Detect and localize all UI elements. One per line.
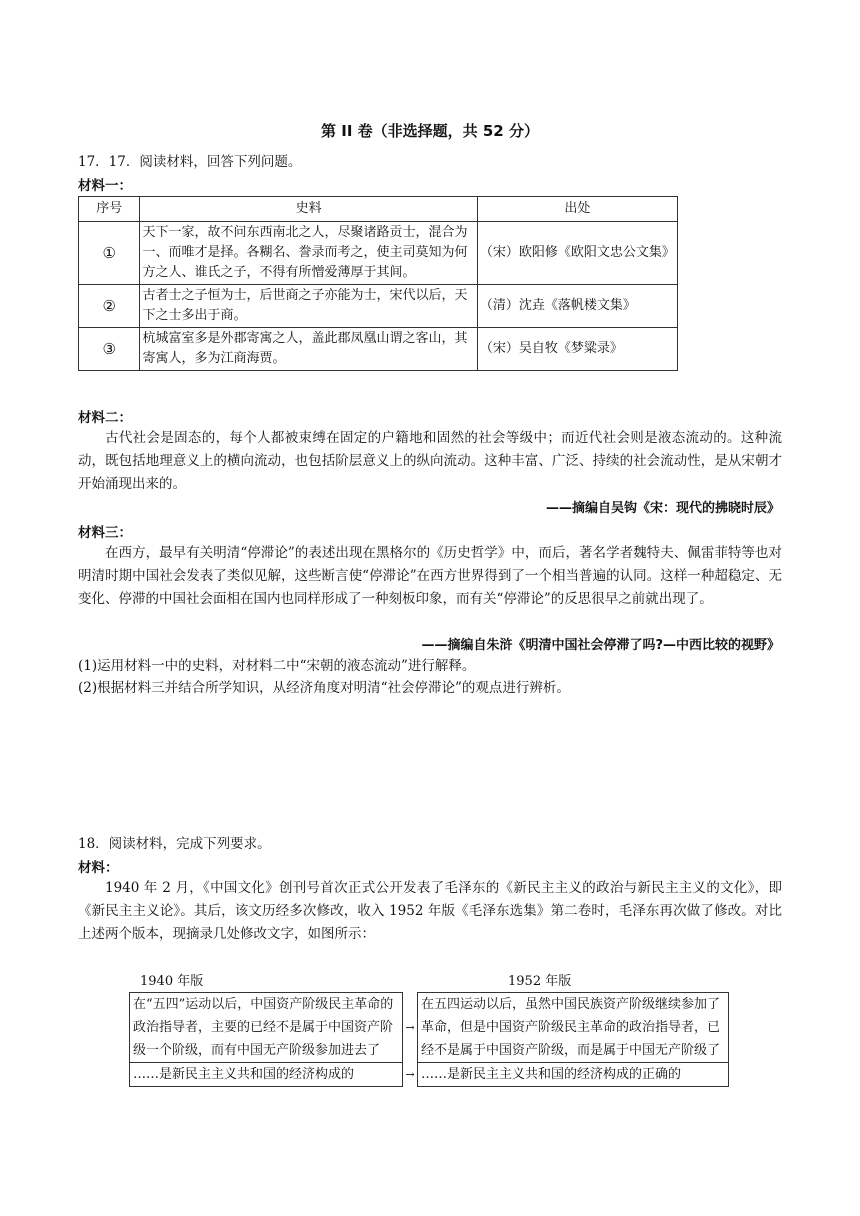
version-1940-text: ……是新民主主义共和国的经济构成的 (130, 1063, 403, 1087)
header-index: 序号 (79, 197, 140, 222)
sub-question-1: (1)运用材料一中的史料，对材料二中“宋朝的液态流动”进行解释。 (78, 658, 476, 674)
row-text: 天下一家，故不问东西南北之人，尽聚诸路贡士，混合为一、而唯才是择。各糊名、誊录而考之，使主司莫知为何方之人、谁氏之子，不得有所憎爱薄厚于其间。 (140, 222, 477, 285)
arrow-right-icon: → (405, 1068, 415, 1081)
comparison-row (130, 993, 729, 1063)
version-1940-label: 1940 年版 (140, 974, 204, 989)
row-source: （宋）吴自牧《梦粱录》 (477, 328, 677, 371)
version-comparison-table (129, 992, 729, 1087)
arrow-right-icon: → (405, 1021, 415, 1034)
material-2-source: ——摘编自吴钩《宋：现代的拂晓时辰》 (545, 501, 780, 516)
row-source: （清）沈垚《落帆楼文集》 (477, 285, 677, 328)
row-number: ① (79, 222, 140, 285)
section-title: 第 II 卷（非选择题，共 52 分） (321, 122, 539, 140)
row-number: ③ (79, 328, 140, 371)
table-header-row (79, 197, 678, 222)
sub-question-2: (2)根据材料三并结合所学知识，从经济角度对明清“社会停滞论”的观点进行辨析。 (78, 680, 570, 696)
material-3-label: 材料三： (78, 525, 132, 541)
material-2-text: 古代社会是固态的，每个人都被束缚在固定的户籍地和固然的社会等级中；而近代社会则是液态流动的。这种流动，既包括地理意义上的横向流动，也包括阶层意义上的纵向流动。这种丰富、广泛、持续的社会流动性，是从宋朝才开始涌现出来的。 (78, 430, 782, 492)
table-row (79, 222, 678, 285)
row-number: ② (79, 285, 140, 328)
version-1952-text: ……是新民主主义共和国的经济构成的正确的 (418, 1063, 729, 1087)
material-3-source: ——摘编自朱浒《明清中国社会停滞了吗?—中西比较的视野》 (421, 638, 780, 653)
material-label: 材料： (78, 860, 119, 876)
row-text: 杭城富室多是外郡寄寓之人，盖此郡凤凰山谓之客山，其寄寓人，多为江商海贾。 (140, 328, 477, 371)
table-row (79, 285, 678, 328)
version-1952-text: 在五四运动以后，虽然中国民族资产阶级继续参加了革命，但是中国资产阶级民主革命的政治指导者，已经不是属于中国资产阶级，而是属于中国无产阶级了 (418, 993, 729, 1063)
material-3-text: 在西方，最早有关明清“停滞论”的表述出现在黑格尔的《历史哲学》中，而后，著名学者魏特夫、佩雷菲特等也对明清时期中国社会发表了类似见解，这些断言使“停滞论”在西方世界得到了一个相当普遍的认同。这样一种超稳定、无变化、停滞的中国社会面相在国内也同样形成了一种刻板印象，而有关“停滞论”的反思很早之前就出现了。 (78, 545, 782, 607)
version-1952-label: 1952 年版 (508, 974, 572, 989)
question-17-stem: 17．17．阅读材料，回答下列问题。 (78, 154, 302, 170)
table-row (79, 328, 678, 371)
row-source: （宋）欧阳修《欧阳文忠公文集》 (477, 222, 677, 285)
material-text: 1940 年 2 月，《中国文化》创刊号首次正式公开发表了毛泽东的《新民主主义的政治与新民主主义的文化》，即《新民主主义论》。其后，该文历经多次修改，收入 1952 年版《毛泽东选集》第二卷时，毛泽东再次做了修改。对比上述两个版本，现摘录几处修改文字，如图所示： (78, 880, 782, 942)
material-1-label: 材料一： (78, 178, 132, 194)
material-1-table (78, 196, 678, 371)
row-text: 古者士之子恒为士，后世商之子亦能为士，宋代以后，天下之士多出于商。 (140, 285, 477, 328)
question-18-stem: 18．阅读材料，完成下列要求。 (78, 836, 271, 852)
comparison-row (130, 1063, 729, 1087)
header-source-text: 史料 (140, 197, 477, 222)
version-1940-text: 在“五四”运动以后，中国资产阶级民主革命的政治指导者，主要的已经不是属于中国资产阶级一个阶级，而有中国无产阶级参加进去了 (130, 993, 403, 1063)
header-origin: 出处 (477, 197, 677, 222)
material-2-label: 材料二： (78, 410, 132, 426)
